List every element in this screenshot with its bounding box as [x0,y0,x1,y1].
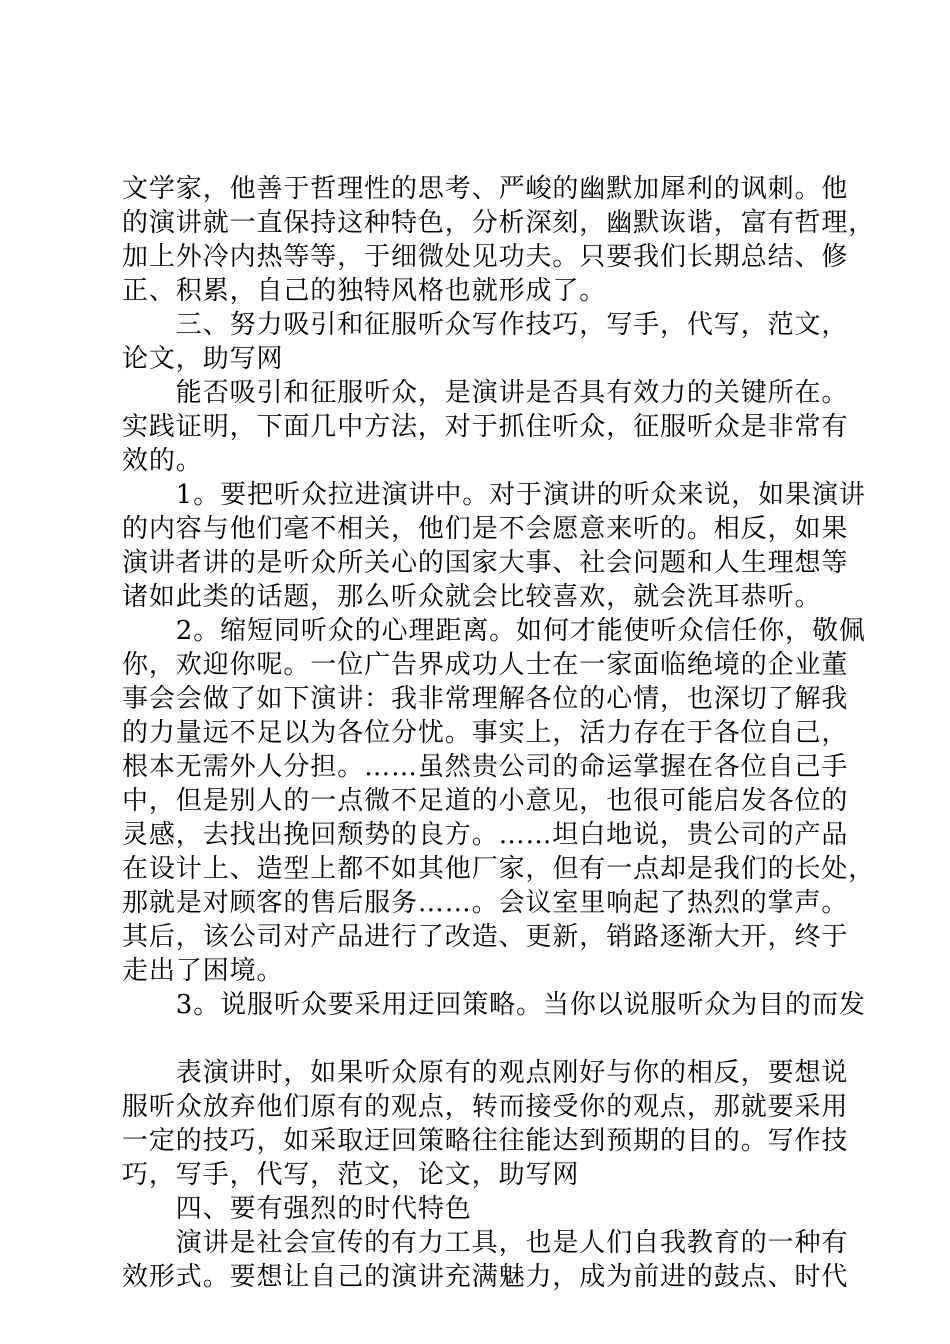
body-text-line: 事会会做了如下演讲：我非常理解各位的心情，也深切了解我 [122,684,849,714]
body-text-line: 在设计上、造型上都不如其他厂家，但有一点却是我们的长处， [122,854,876,884]
body-text-line: 那就是对顾客的售后服务……。会议室里响起了热烈的掌声。 [122,888,849,918]
body-text-line: 走出了困境。 [122,956,284,986]
section-heading-line: 论文，助写网 [122,344,284,374]
body-text-line: 一定的技巧，如采取迂回策略往往能达到预期的目的。写作技 [122,1126,849,1156]
body-text-line: 你，欢迎你呢。一位广告界成功人士在一家面临绝境的企业董 [122,650,849,680]
body-text-line: 的力量远不足以为各位分忧。事实上，活力存在于各位自己， [122,718,849,748]
body-text-line: 效形式。要想让自己的演讲充满魅力，成为前进的鼓点、时代 [122,1262,849,1292]
body-text-line: 中，但是别人的一点微不足道的小意见，也很可能启发各位的 [122,786,849,816]
body-text-line: 3。说服听众要采用迂回策略。当你以说服听众为目的而发 [122,990,866,1020]
body-text-line: 的内容与他们毫不相关，他们是不会愿意来听的。相反，如果 [122,514,849,544]
body-text-line: 演讲者讲的是听众所关心的国家大事、社会问题和人生理想等 [122,548,849,578]
body-text-line: 服听众放弃他们原有的观点，转而接受你的观点，那就要采用 [122,1092,849,1122]
body-text-line: 诸如此类的话题，那么听众就会比较喜欢，就会洗耳恭听。 [122,582,822,612]
body-text-line: 加上外冷内热等等，于细微处见功夫。只要我们长期总结、修 [122,242,849,272]
body-text-line: 演讲是社会宣传的有力工具，也是人们自我教育的一种有 [122,1228,849,1258]
body-text-line: 其后，该公司对产品进行了改造、更新，销路逐渐大开，终于 [122,922,849,952]
body-text-line: 2。缩短同听众的心理距离。如何才能使听众信任你，敬佩 [122,616,866,646]
body-text-line: 1。要把听众拉进演讲中。对于演讲的听众来说，如果演讲 [122,480,866,510]
body-text-line: 灵感，去找出挽回颓势的良方。……坦白地说，贵公司的产品 [122,820,849,850]
body-text-line: 的演讲就一直保持这种特色，分析深刻，幽默诙谐，富有哲理， [122,208,876,238]
section-heading-line: 四、要有强烈的时代特色 [122,1194,472,1224]
body-text-line: 文学家，他善于哲理性的思考、严峻的幽默加犀利的讽刺。他 [122,174,849,204]
body-text-line: 根本无需外人分担。……虽然贵公司的命运掌握在各位自己手 [122,752,849,782]
section-heading-line: 三、努力吸引和征服听众写作技巧，写手，代写，范文， [122,310,849,340]
body-text-line: 效的。 [122,446,203,476]
body-text-line: 表演讲时，如果听众原有的观点刚好与你的相反，要想说 [122,1058,849,1088]
body-text-line: 实践证明，下面几中方法，对于抓住听众，征服听众是非常有 [122,412,849,442]
body-text-line: 巧，写手，代写，范文，论文，助写网 [122,1160,580,1190]
body-text-line: 能否吸引和征服听众，是演讲是否具有效力的关键所在。 [122,378,849,408]
body-text-line: 正、积累，自己的独特风格也就形成了。 [122,276,607,306]
